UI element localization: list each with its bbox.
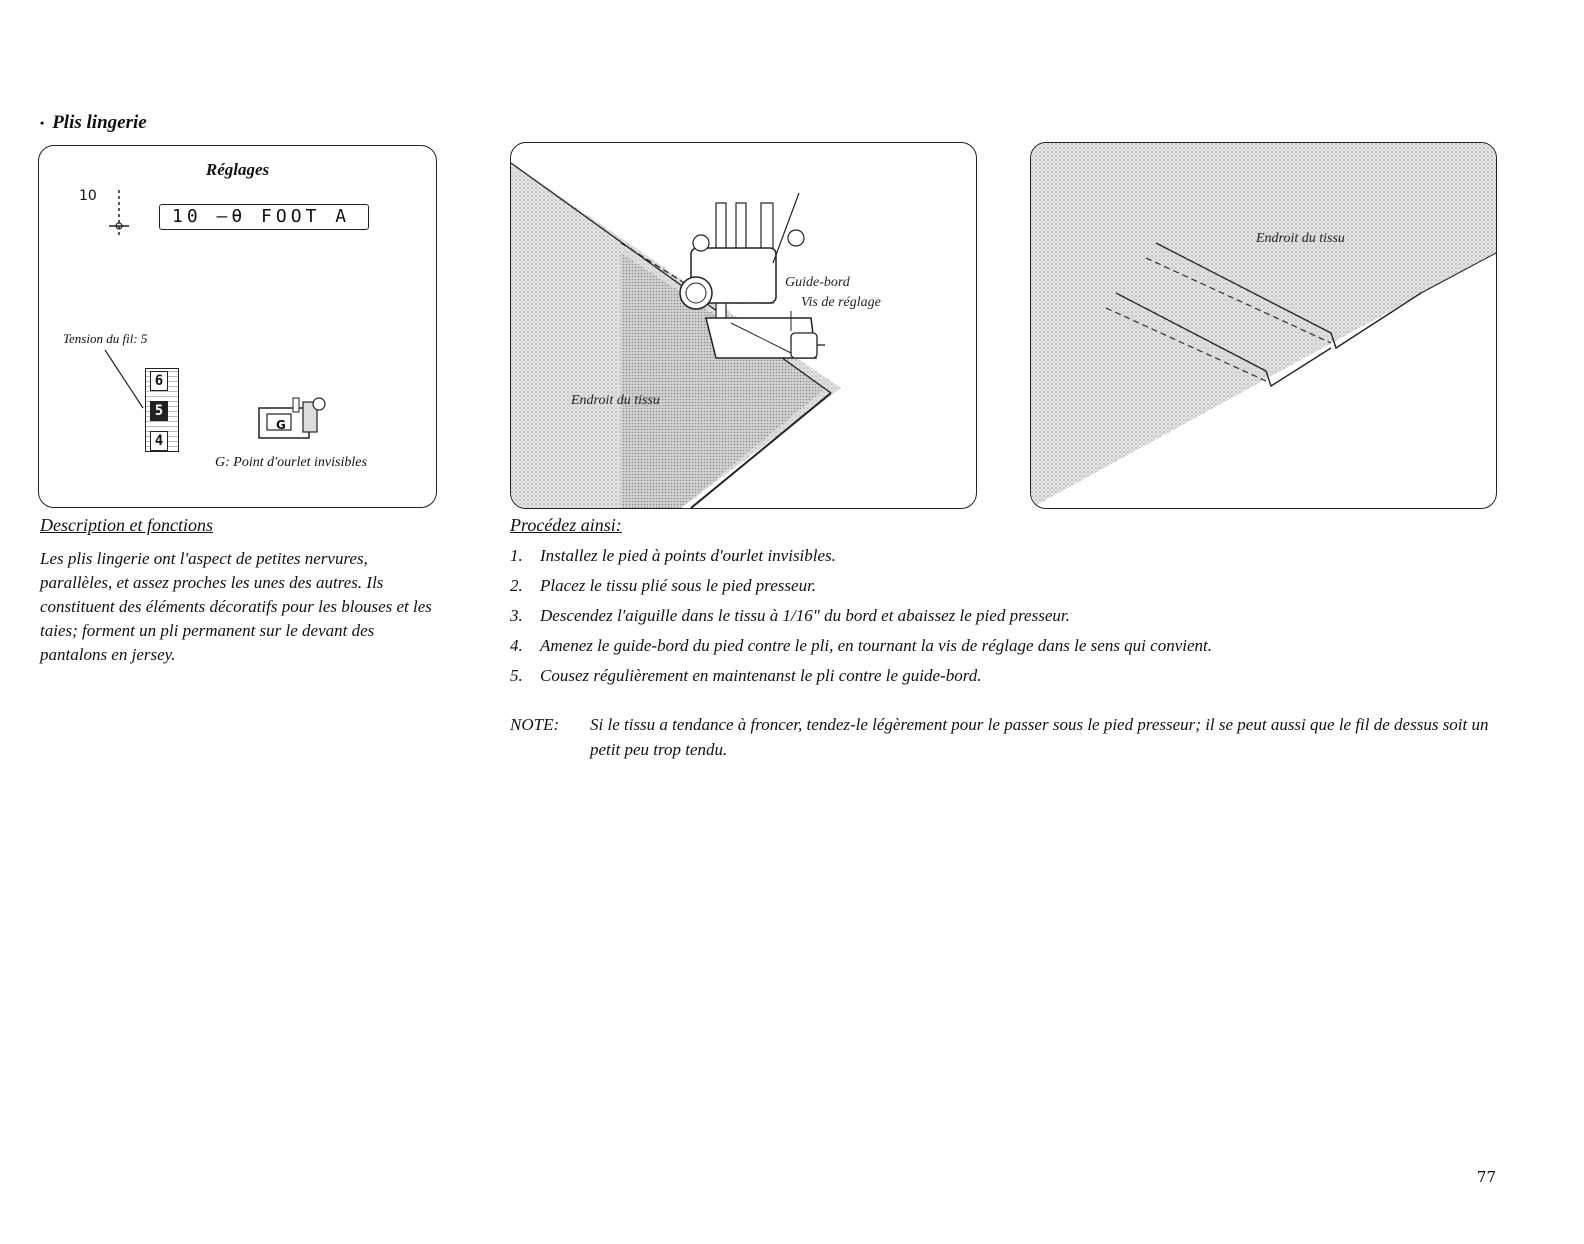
foot-code: G [276, 418, 286, 432]
lcd-display: 10 —θ FOOT A [159, 204, 369, 230]
step-number: 5. [510, 666, 523, 685]
tucks-figure [1030, 142, 1497, 509]
step-number: 4. [510, 636, 523, 655]
note-label: NOTE: [510, 715, 560, 734]
step-text: Cousez régulièrement en maintenanst le pli contre le guide-bord. [540, 666, 982, 685]
bullet-icon: • [40, 116, 45, 131]
description-heading: Description et fonctions [40, 515, 213, 535]
procedure-heading: Procédez ainsi: [510, 515, 622, 535]
step-item [510, 575, 1510, 605]
step-number: 1. [510, 546, 523, 565]
presser-foot-icon [253, 394, 333, 444]
note [510, 712, 1510, 762]
step-text: Descendez l'aiguille dans le tissu à 1/16" du bord et abaissez le pied presseur. [540, 606, 1070, 625]
stitch-number: 10 [79, 188, 97, 204]
step-item [510, 635, 1510, 665]
step-item [510, 605, 1510, 635]
page-number: 77 [1476, 1168, 1496, 1186]
stitch-pattern-icon [99, 186, 139, 246]
step-text: Amenez le guide-bord du pied contre le pli, en tournant la vis de réglage dans le sens qui convient. [540, 636, 1212, 655]
fabric-label: Endroit du tissu [571, 393, 660, 408]
tension-dial-mark: 4 [150, 431, 168, 451]
section-title [40, 112, 147, 134]
tension-dial-mark-selected: 5 [150, 401, 168, 421]
settings-panel [38, 145, 437, 508]
step-item [510, 665, 1510, 695]
description-body: Les plis lingerie ont l'aspect de petites nervures, parallèles, et assez proches les unes des autres. Ils constituent des éléments décoratifs pour les blouses et les taies; forment un pli permanent sur le devant des pantalons en jersey. [40, 549, 432, 664]
step-text: Placez le tissu plié sous le pied presseur. [540, 576, 817, 595]
guide-label: Guide-bord [785, 275, 850, 290]
screw-label: Vis de réglage [801, 295, 881, 310]
step-item [510, 545, 1510, 575]
settings-title: Réglages [205, 160, 270, 179]
tucks-illustration [1031, 143, 1496, 508]
procedure-steps [510, 545, 1510, 695]
step-number: 3. [510, 606, 523, 625]
note-text: Si le tissu a tendance à froncer, tendez-le légèrement pour le passer sous le pied presseur; il se peut aussi que le fil de dessus soit un petit peu trop tendu. [590, 715, 1489, 759]
tension-dial [145, 368, 179, 452]
sewing-foot-figure [510, 142, 977, 509]
step-text: Installez le pied à points d'ourlet invisibles. [540, 546, 836, 565]
sewing-foot-illustration [511, 143, 976, 508]
tension-label: Tension du fil: 5 [63, 331, 148, 346]
tension-dial-mark: 6 [150, 371, 168, 391]
section-title-text: Plis lingerie [52, 112, 147, 133]
foot-caption: G: Point d'ourlet invisibles [215, 455, 367, 470]
tucks-fabric-label: Endroit du tissu [1256, 231, 1345, 246]
step-number: 2. [510, 576, 523, 595]
